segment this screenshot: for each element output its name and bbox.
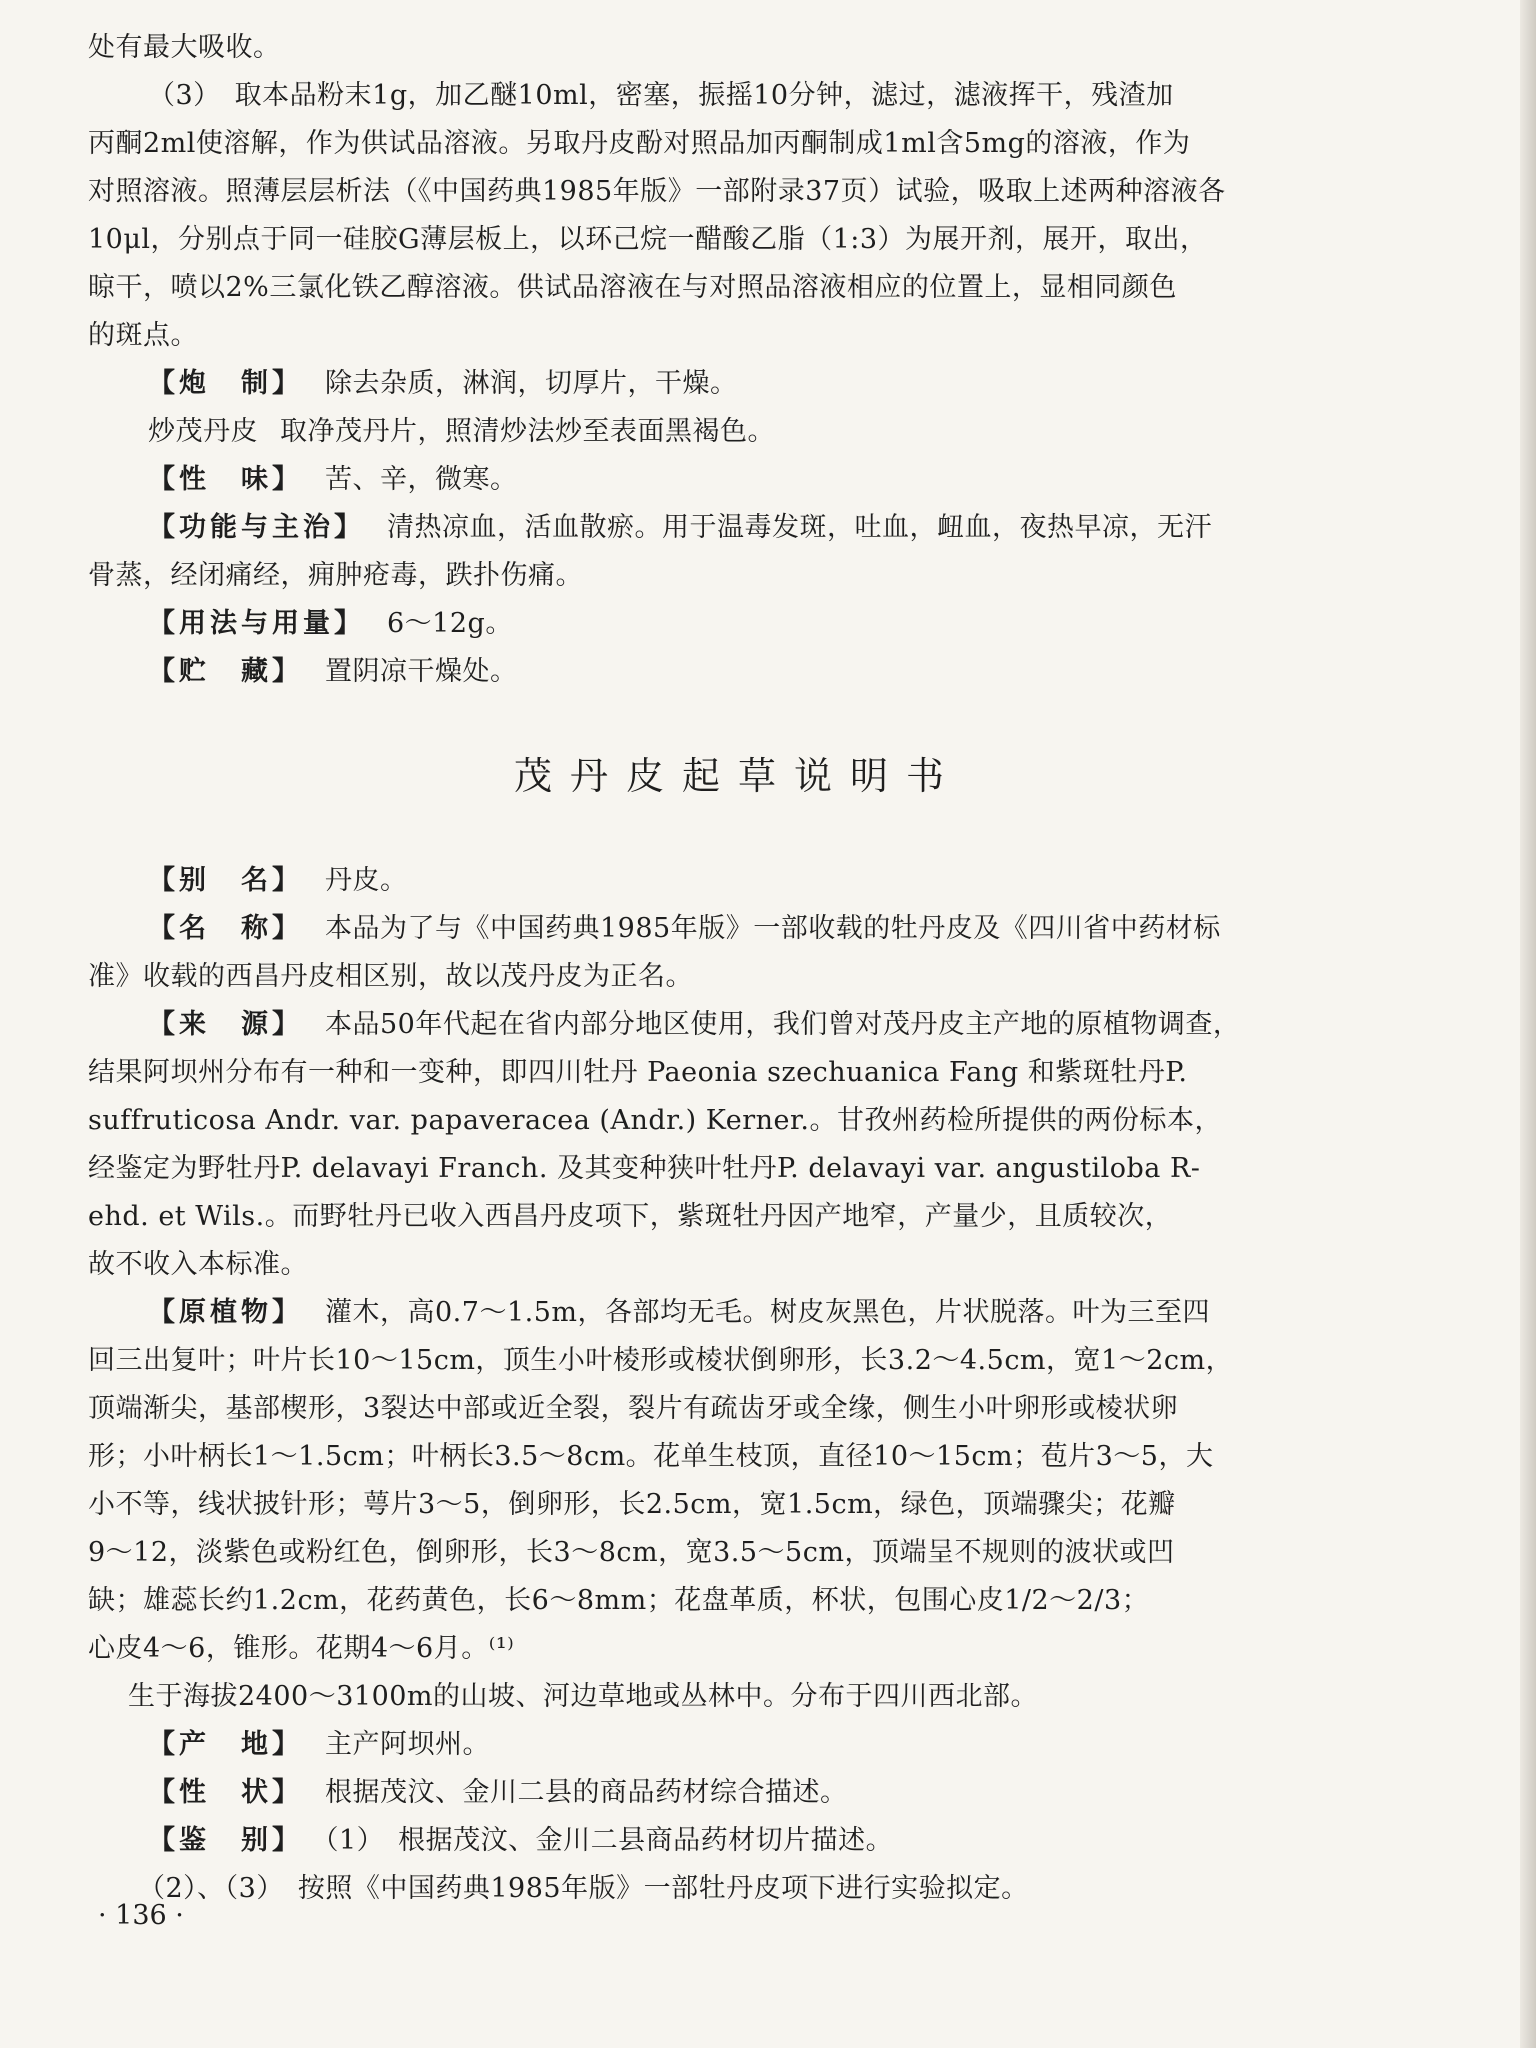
text-column (88, 30, 1388, 1919)
source-text-1: 本品50年代起在省内部分地区使用，我们曾对茂丹皮主产地的原植物调查， (325, 1009, 1241, 1040)
top-line-5: 10μl，分别点于同一硅胶G薄层板上，以环己烷一醋酸乙脂（1:3）为展开剂，展开，取出， (88, 224, 1208, 255)
character-tag: 【性 状】 (148, 1777, 303, 1808)
plant-habitat: 生于海拔2400～3100m的山坡、河边草地或丛林中。分布于四川西北部。 (128, 1681, 1039, 1712)
section-title: 茂丹皮起草说明书 (513, 754, 962, 798)
plant-section (148, 1295, 1388, 1330)
plant-text-1: 灌木，高0.7～1.5m，各部均无毛。树皮灰黑色，片状脱落。叶为三至四 (325, 1297, 1210, 1328)
name-tag: 【名 称】 (148, 913, 303, 944)
top-line-6: 晾干，喷以2%三氯化铁乙醇溶液。供试品溶液在与对照品溶液相应的位置上，显相同颜色 (88, 272, 1177, 303)
identification-text-2: （2）、（3） 按照《中国药典1985年版》一部牡丹皮项下进行实验拟定。 (138, 1873, 1029, 1904)
plant-text-4: 形；小叶柄长1～1.5cm；叶柄长3.5～8cm。花单生枝顶，直径10～15cm；苞片3～5，大 (88, 1441, 1214, 1472)
identification-tag: 【鉴 别】 (148, 1825, 303, 1856)
processing-text: 除去杂质，淋润，切厚片，干燥。 (325, 368, 738, 399)
top-line-2: （3） 取本品粉末1g，加乙醚10ml，密塞，振摇10分钟，滤过，滤液挥干，残渣加 (148, 80, 1174, 111)
origin-text: 主产阿坝州。 (325, 1729, 490, 1760)
storage-text: 置阴凉干燥处。 (325, 656, 518, 687)
processing-section (148, 366, 1388, 401)
storage-section (148, 654, 1388, 689)
usage-text: 6～12g。 (387, 608, 513, 639)
alias-section (148, 863, 1388, 898)
top-line-1: 处有最大吸收。 (88, 32, 281, 63)
source-text-3: suffruticosa Andr. var. papaveracea (Andr.) Kerner.。甘孜州药检所提供的两份标本， (88, 1105, 1223, 1136)
nature-tag: 【性 味】 (148, 464, 303, 495)
storage-tag: 【贮 藏】 (148, 656, 303, 687)
processing-tag: 【炮 制】 (148, 368, 303, 399)
page-edge-shadow (1520, 0, 1536, 2048)
top-line-7: 的斑点。 (88, 320, 198, 351)
source-text-2: 结果阿坝州分布有一种和一变种，即四川牡丹 Paeonia szechuanica Fang 和紫斑牡丹P. (88, 1057, 1188, 1088)
plant-text-2: 回三出复叶；叶片长10～15cm，顶生小叶棱形或棱状倒卵形，长3.2～4.5cm，宽1～2cm， (88, 1345, 1234, 1376)
function-section (148, 510, 1388, 545)
function-text-2: 骨蒸，经闭痛经，痈肿疮毒，跌扑伤痛。 (88, 560, 583, 591)
character-text: 根据茂汶、金川二县的商品药材综合描述。 (325, 1777, 848, 1808)
nature-text: 苦、辛，微寒。 (325, 464, 518, 495)
source-text-5: ehd. et Wils.。而野牡丹已收入西昌丹皮项下，紫斑牡丹因产地窄，产量少，且质较次， (88, 1201, 1173, 1232)
origin-tag: 【产 地】 (148, 1729, 303, 1760)
usage-section (148, 606, 1388, 641)
identification-section (148, 1823, 1388, 1858)
top-line-4: 对照溶液。照薄层层析法（《中国药典1985年版》一部附录37页）试验，吸取上述两种溶液各 (88, 176, 1226, 207)
stir-fry-text: 取净茂丹片，照清炒法炒至表面黑褐色。 (280, 416, 775, 447)
top-line-3: 丙酮2ml使溶解，作为供试品溶液。另取丹皮酚对照品加丙酮制成1ml含5mg的溶液，作为 (88, 128, 1191, 159)
plant-text-7: 缺；雄蕊长约1.2cm，花药黄色，长6～8mm；花盘革质，杯状，包围心皮1/2～2/3； (88, 1585, 1150, 1616)
plant-tag: 【原植物】 (148, 1297, 303, 1328)
page-number: · 136 · (98, 1900, 184, 1931)
source-text-4: 经鉴定为野牡丹P. delavayi Franch. 及其变种狭叶牡丹P. delavayi var. angustiloba R- (88, 1153, 1201, 1184)
usage-tag: 【用法与用量】 (148, 608, 365, 639)
function-tag: 【功能与主治】 (148, 512, 365, 543)
name-text-2: 准》收载的西昌丹皮相区别，故以茂丹皮为正名。 (88, 961, 693, 992)
source-section (148, 1007, 1388, 1042)
alias-text: 丹皮。 (325, 865, 408, 896)
stir-fry-tag: 炒茂丹皮 (148, 416, 258, 447)
plant-text-8: 心皮4～6，锥形。花期4～6月。⁽¹⁾ (88, 1633, 515, 1664)
plant-text-3: 顶端渐尖，基部楔形，3裂达中部或近全裂，裂片有疏齿牙或全缘，侧生小叶卵形或棱状卵 (88, 1393, 1179, 1424)
source-text-6: 故不收入本标准。 (88, 1249, 308, 1280)
name-section (148, 911, 1388, 946)
plant-text-6: 9～12，淡紫色或粉红色，倒卵形，长3～8cm，宽3.5～5cm，顶端呈不规则的波状或凹 (88, 1537, 1175, 1568)
source-tag: 【来 源】 (148, 1009, 303, 1040)
name-text-1: 本品为了与《中国药典1985年版》一部收载的牡丹皮及《四川省中药材标 (325, 913, 1221, 944)
nature-section (148, 462, 1388, 497)
alias-tag: 【别 名】 (148, 865, 303, 896)
plant-text-5: 小不等，线状披针形；萼片3～5，倒卵形，长2.5cm，宽1.5cm，绿色，顶端骤尖；花瓣 (88, 1489, 1176, 1520)
identification-text-1: （1） 根据茂汶、金川二县商品药材切片描述。 (325, 1825, 894, 1856)
stir-fry-section (148, 414, 1388, 449)
origin-section (148, 1727, 1388, 1762)
character-section (148, 1775, 1388, 1810)
function-text-1: 清热凉血，活血散瘀。用于温毒发斑，吐血，衄血，夜热早凉，无汗 (387, 512, 1212, 543)
